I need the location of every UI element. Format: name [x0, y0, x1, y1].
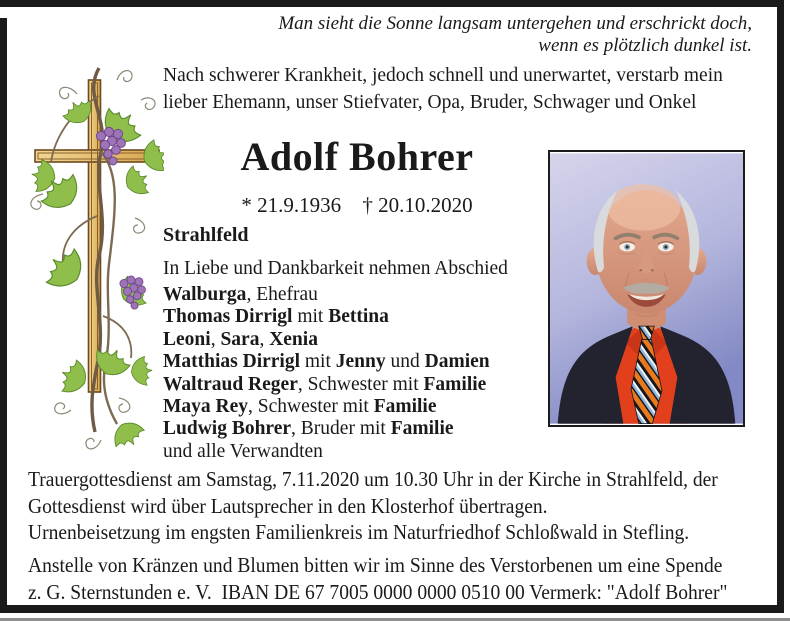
mourner-relation: , — [210, 328, 221, 350]
mourner-relation: mit — [292, 306, 329, 328]
mourner-name: Ludwig Bohrer — [163, 418, 292, 440]
death-date: † 20.10.2020 — [362, 193, 473, 217]
text-line: wenn es plötzlich dunkel ist. — [538, 34, 752, 56]
mourner-name: Leoni — [163, 328, 211, 350]
mourner-relation: , Ehefrau — [246, 284, 318, 305]
mourner-line — [163, 351, 490, 373]
frame-right-border — [777, 0, 784, 613]
donation-info — [28, 552, 727, 605]
life-dates — [150, 193, 564, 218]
mourner-relation: und — [385, 351, 425, 373]
service-info — [28, 466, 718, 546]
mourner-line — [163, 441, 490, 463]
mourner-name: Walburga — [163, 284, 247, 305]
frame-top-border — [0, 0, 784, 7]
epigraph-quote — [278, 13, 752, 56]
deceased-name: Adolf Bohrer — [240, 134, 474, 179]
intro-paragraph — [163, 62, 723, 116]
mourner-name: Familie — [390, 418, 454, 440]
mourner-name: Damien — [424, 351, 490, 373]
birth-date: * 21.9.1936 — [241, 193, 342, 217]
text-line: Man sieht die Sonne langsam untergehen und erschrickt doch, — [278, 13, 752, 34]
mourner-line — [163, 396, 490, 418]
mourner-relation: , Schwester mit — [297, 373, 424, 395]
mourner-relation: mit — [300, 351, 336, 373]
mourner-line — [163, 306, 490, 328]
mourner-name: Maya Rey — [163, 396, 249, 418]
text-line: Trauergottesdienst am Samstag, 7.11.2020 um 10.30 Uhr in der Kirche in Strahlfeld, der — [28, 467, 718, 491]
text-line: Gottesdienst wird über Lautsprecher in den Klosterhof übertragen. — [28, 493, 548, 518]
mourner-relation: , — [259, 328, 270, 350]
text-line: Anstelle von Kränzen und Blumen bitten wir im Sinne des Verstorbenen um eine Spende — [28, 553, 723, 577]
mourner-name: Familie — [373, 396, 437, 418]
text-line: z. G. Sternstunden e. V. IBAN DE 67 7005 0000 0000 0510 00 Vermerk: "Adolf Bohrer" — [28, 579, 728, 604]
mourning-intro: In Liebe und Dankbarkeit nehmen Abschied — [163, 258, 508, 279]
cross-grapevine-illustration — [12, 66, 164, 466]
frame-bottom-border — [0, 605, 784, 613]
mourner-name: Familie — [423, 373, 487, 395]
mourner-relation: und alle Verwandten — [163, 440, 323, 462]
mourner-name: Waltraud Reger — [163, 373, 298, 395]
mourner-line — [163, 418, 490, 440]
mourner-relation: , Bruder mit — [291, 418, 391, 440]
mourner-name: Thomas Dirrigl — [163, 306, 293, 328]
text-line: Nach schwerer Krankheit, jedoch schnell und unerwartet, verstarb mein — [163, 65, 723, 86]
mourner-line — [163, 284, 490, 306]
place-name: Strahlfeld — [163, 224, 249, 246]
text-line: lieber Ehemann, unser Stiefvater, Opa, Bruder, Schwager und Onkel — [163, 92, 697, 113]
mourner-line — [163, 374, 490, 396]
mourner-name: Xenia — [269, 328, 318, 350]
portrait-photo — [548, 150, 745, 427]
mourner-name: Jenny — [335, 351, 386, 373]
mourner-name: Matthias Dirrigl — [163, 351, 301, 373]
mourner-line — [163, 329, 490, 351]
mourner-name: Bettina — [328, 306, 389, 328]
frame-left-border — [0, 18, 7, 613]
portrait-image — [550, 152, 743, 425]
mourner-name: Sara — [220, 328, 260, 350]
text-line: Urnenbeisetzung im engsten Familienkreis im Naturfriedhof Schloßwald in Stefling. — [28, 520, 690, 544]
cross-icon — [12, 66, 164, 466]
mourner-relation: , Schwester mit — [248, 396, 374, 418]
mourners-list — [163, 284, 490, 463]
